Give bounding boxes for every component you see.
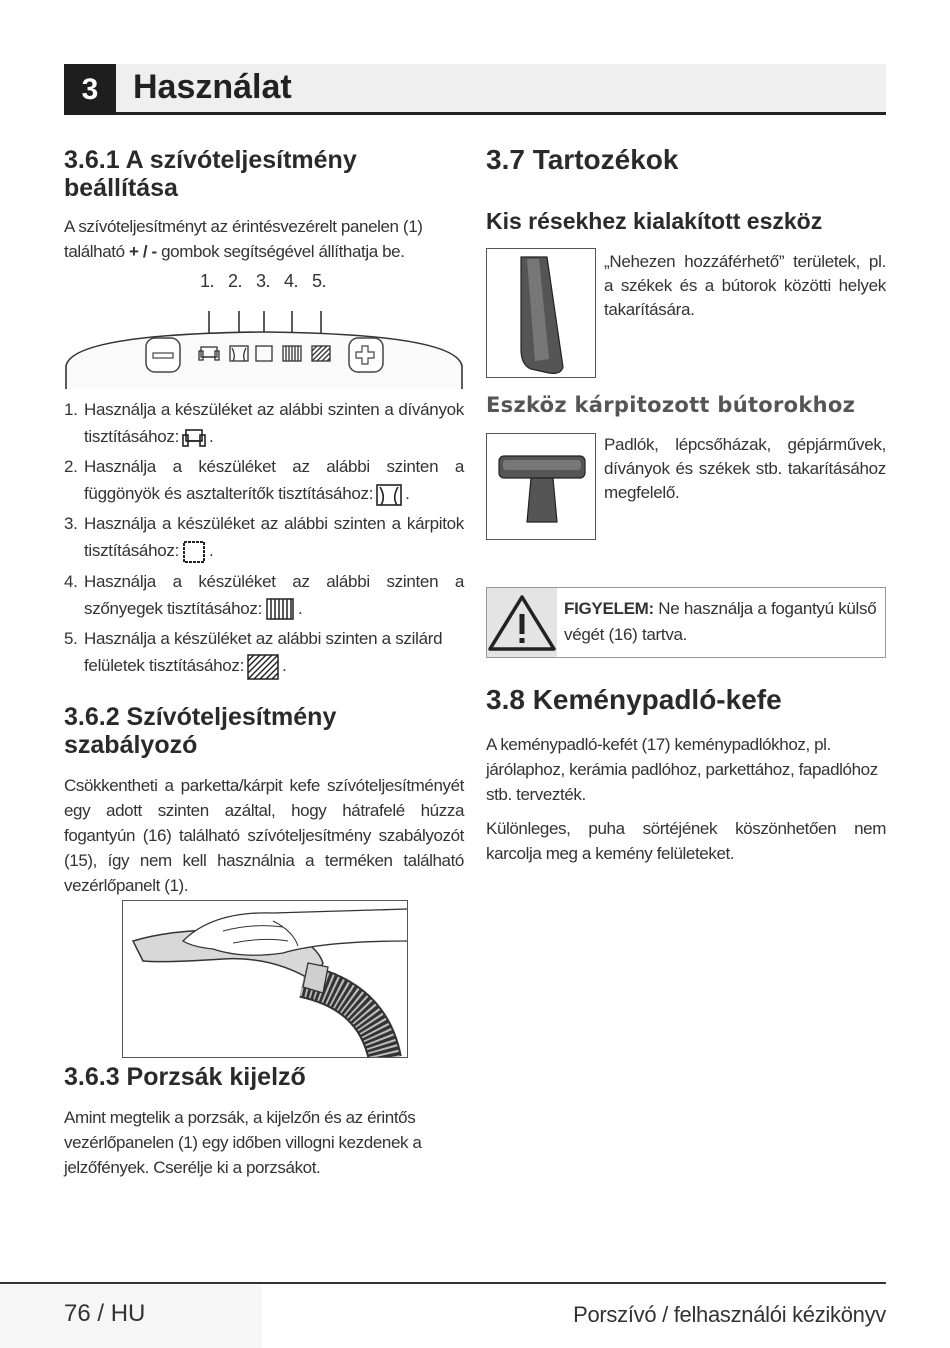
section-37-title: 3.7 Tartozékok	[486, 144, 679, 175]
upholstery-tool-image	[486, 433, 596, 540]
panel-level-numbers	[200, 271, 340, 292]
list-item	[64, 396, 464, 450]
chapter-title: Használat	[133, 68, 292, 106]
upholstery-tool-title: Eszköz kárpitozott bútorokhoz	[486, 393, 856, 417]
crevice-tool-title: Kis résekhez kialakított eszköz	[486, 208, 823, 234]
intro-text-1: A szívóteljesítményt az érintésvezérelt panelen (1) található	[64, 217, 423, 261]
upholstery-tool-text: Padlók, lépcsőházak, gépjárművek, díványok és székek stb. takarításához megfelelő.	[604, 435, 886, 502]
panel-number-2: 2.	[228, 271, 243, 291]
section-363-title: 3.6.3 Porzsák kijelző	[64, 1063, 306, 1091]
control-panel-illustration	[64, 296, 464, 391]
list-item	[64, 568, 464, 623]
warning-triangle-icon	[487, 594, 557, 652]
page-number: 76 / HU	[64, 1300, 146, 1327]
list-text: Használja a készüléket az alábbi szinten a függönyök és asztalterítők tisztításához:	[84, 457, 464, 503]
list-number: 2.	[64, 457, 78, 476]
upholstery-icon	[181, 539, 207, 565]
section-361-intro	[64, 214, 464, 264]
warning-box	[486, 587, 886, 658]
panel-number-3: 3.	[256, 271, 271, 291]
manual-title: Porszívó / felhasználói kézikönyv	[573, 1302, 886, 1327]
section-361-title: 3.6.1 A szívóteljesítmény beállítása	[64, 146, 357, 202]
list-item	[64, 510, 464, 565]
list-text: Használja a készüléket az alábbi szinten a szilárd felületek tisztításához:	[84, 629, 443, 676]
list-item	[64, 625, 464, 681]
section-38-para2: Különleges, puha sörtéjének köszönhetően nem karcolja meg a kemény felületeket.	[486, 819, 886, 863]
list-text: Használja a készüléket az alábbi szinten a szőnyegek tisztításához:	[84, 571, 464, 618]
list-text: Használja a készüléket az alábbi szinten a kárpitok tisztításához:	[84, 514, 464, 560]
chapter-number: 3	[64, 64, 116, 115]
warning-label: FIGYELEM:	[564, 599, 654, 618]
crevice-tool-icon	[487, 249, 597, 379]
list-number: 1.	[64, 400, 78, 419]
handle-drawing	[123, 901, 408, 1058]
intro-text-2: gombok segítségével állíthatja be.	[156, 242, 405, 261]
list-end: .	[209, 427, 214, 446]
warning-icon-cell	[487, 588, 557, 657]
minus-button[interactable]	[146, 338, 180, 372]
list-number: 3.	[64, 514, 78, 533]
list-text: Használja a készüléket az alábbi szinten a díványok tisztításához:	[84, 400, 464, 446]
suction-level-list	[64, 396, 464, 684]
section-38-para1: A keménypadló-kefét (17) keménypadlókhoz, pl. járólaphoz, kerámia padlóhoz, parkettához, fapadlóhoz stb. tervezték.	[486, 735, 878, 804]
intro-bold: + / -	[129, 242, 157, 261]
carpet-icon	[264, 596, 296, 622]
list-number: 5.	[64, 629, 78, 649]
hardfloor-icon	[246, 653, 280, 681]
panel-number-5: 5.	[312, 271, 327, 291]
crevice-tool-text: „Nehezen hozzáférhető” területek, pl. a székek és a bútorok közötti helyek takarítására.	[604, 252, 886, 319]
list-end: .	[298, 598, 303, 618]
crevice-tool-image	[486, 248, 596, 378]
warning-text	[557, 588, 885, 657]
carpet-level-icon[interactable]	[283, 346, 301, 361]
list-number: 4.	[64, 571, 78, 591]
upholstery-tool-icon	[487, 434, 597, 541]
plus-button[interactable]	[349, 338, 383, 372]
footer-divider	[0, 1282, 886, 1284]
section-362-title: 3.6.2 Szívóteljesítmény szabályozó	[64, 703, 337, 759]
section-38-title: 3.8 Keménypadló-kefe	[486, 684, 782, 715]
warning-message: Ne használja a fogantyú külső végét (16) tartva.	[564, 599, 877, 644]
section-362-text: Csökkentheti a parketta/kárpit kefe szívóteljesítményét egy adott szinten azáltal, hogy hátrafelé húzza fogantyún (16) található szívóteljesítmény szabályozót (15), így nem kell használnia a terméken található vezérlőpanelt (1).	[64, 776, 464, 895]
curtain-icon	[375, 483, 403, 507]
list-end: .	[282, 656, 287, 676]
handle-illustration	[122, 900, 408, 1058]
list-item	[64, 453, 464, 507]
list-end: .	[209, 541, 214, 560]
list-end: .	[405, 484, 410, 503]
sofa-icon	[181, 426, 207, 450]
section-363-text: Amint megtelik a porzsák, a kijelzőn és az érintős vezérlőpanelen (1) egy időben villogni kezdenek a jelzőfények. Cserélje ki a porzsákot.	[64, 1108, 422, 1177]
panel-number-1: 1.	[200, 271, 215, 291]
panel-number-4: 4.	[284, 271, 299, 291]
